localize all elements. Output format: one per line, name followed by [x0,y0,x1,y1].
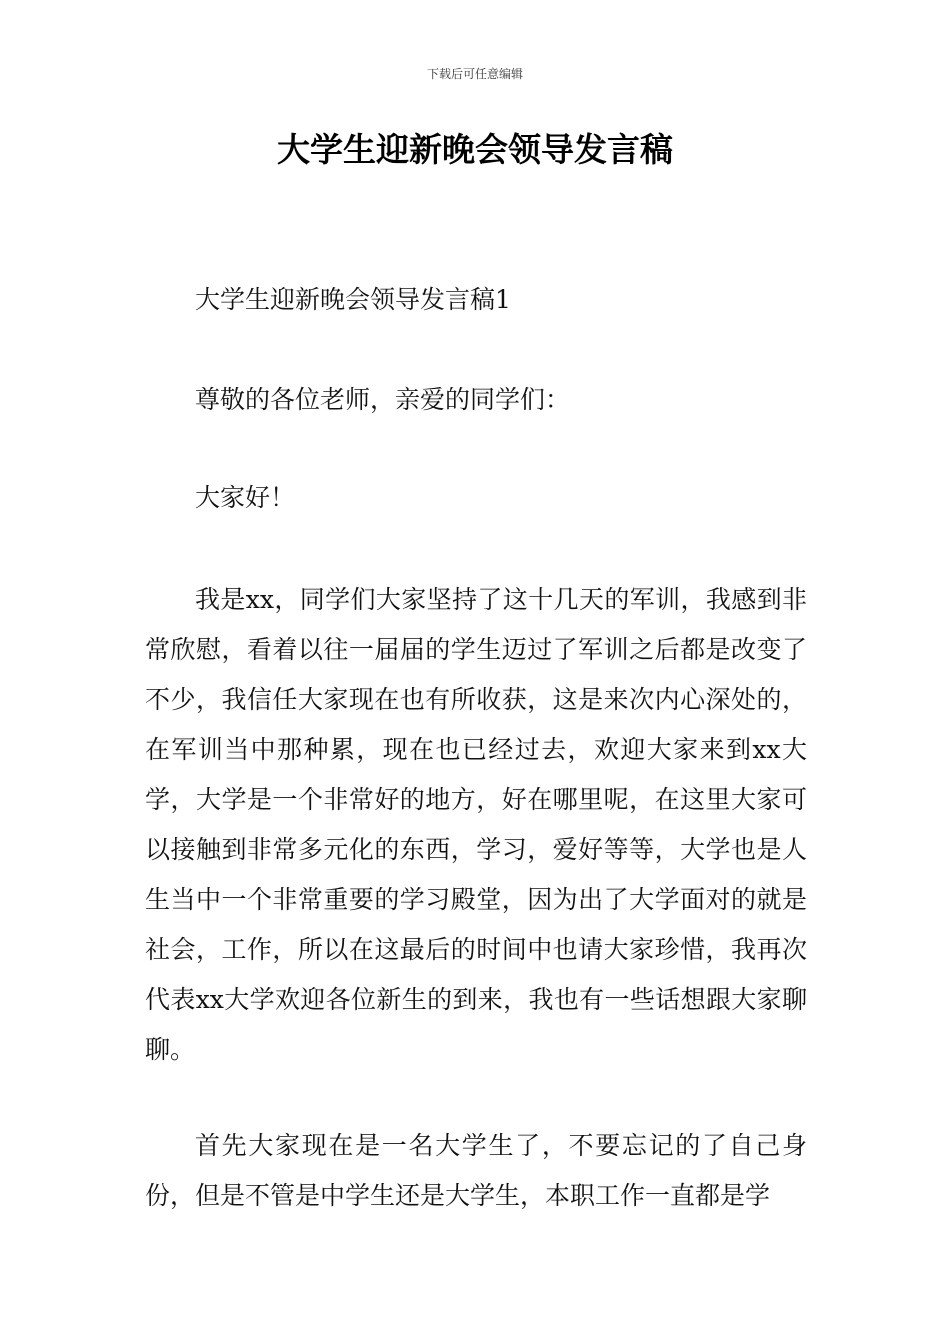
header-note: 下载后可任意编辑 [426,67,523,81]
paragraph: 首先大家现在是一名大学生了，不要忘记的了自己身份，但是不管是中学生还是大学生，本职工作一直都是学 [145,1131,807,1210]
paragraph: 我是xx，同学们大家坚持了这十几天的军训，我感到非常欣慰，看着以往一届届的学生迈过了军训之后都是改变了不少，我信任大家现在也有所收获，这是来次内心深处的，在军训当中那种累，现在也已经过去，欢迎大家来到xx大学，大学是一个非常好的地方，好在哪里呢，在这里大家可以接触到非常多元化的东西，学习，爱好等等，大学也是人生当中一个非常重要的学习殿堂，因为出了大学面对的就是社会，工作，所以在这最后的时间中也请大家珍惜，我再次代表xx大学欢迎各位新生的到来，我也有一些话想跟大家聊聊。 [145,585,807,1064]
document-title: 大学生迎新晚会领导发言稿 [277,130,673,169]
section-subtitle: 大学生迎新晚会领导发言稿1 [195,285,511,314]
greeting-line: 大家好！ [195,483,296,512]
salutation: 尊敬的各位老师，亲爱的同学们： [195,385,571,414]
